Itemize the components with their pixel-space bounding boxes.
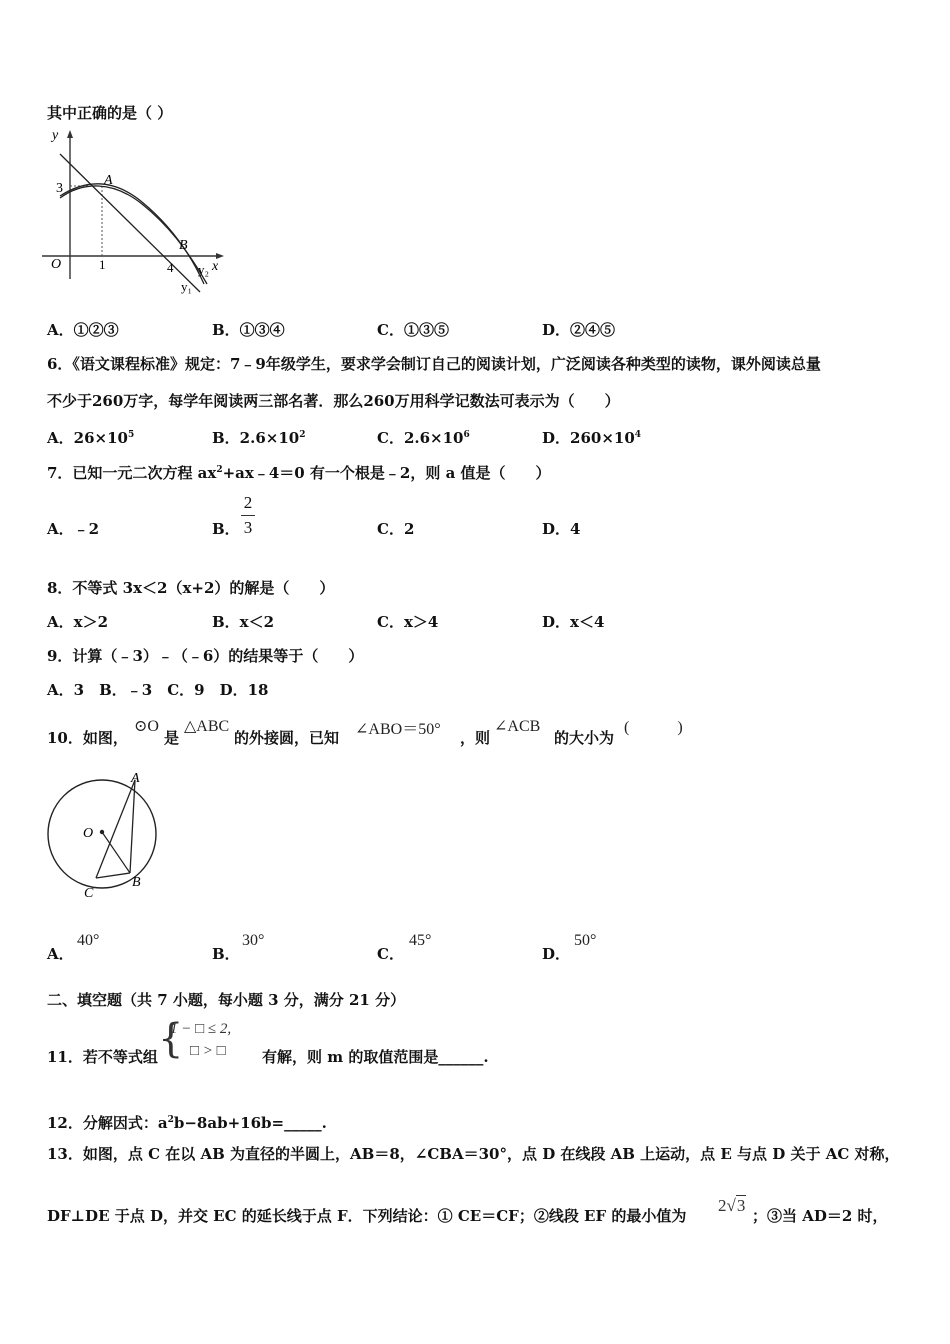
q10-point-o: O bbox=[83, 826, 94, 841]
q5-point-b: B bbox=[179, 238, 188, 253]
q6-stem-line1: 6．《语文课程标准》规定：7﹣9年级学生，要求学会制订自己的阅读计划，广泛阅读各种类型的读物，课外阅读总量 bbox=[47, 355, 821, 373]
q10-option-d[interactable]: D． bbox=[542, 945, 571, 963]
q8-stem: 8．不等式 3x＜2（x+2）的解是（ ） bbox=[47, 579, 335, 597]
q10-point-b: B bbox=[132, 875, 141, 890]
q6-option-a[interactable]: A．$26\times 10^5$ bbox=[47, 429, 135, 447]
q10-stem-part1: 10．如图， bbox=[47, 729, 128, 747]
q5-point-a: A bbox=[104, 173, 113, 188]
q10-stem-part5: 的大小为 bbox=[554, 729, 615, 747]
q13-stem-line1: 13．如图，点 C 在以 AB 为直径的半圆上，AB＝8，∠CBA＝30°，点 D 在线段 AB 上运动，点 E 与点 D 关于 AC 对称， bbox=[47, 1145, 900, 1163]
q10-stem-part3: 的外接圆，已知 bbox=[234, 729, 340, 747]
q10-stem-part2: 是 bbox=[164, 729, 180, 747]
q10-formula-angle-acb: ∠ACB bbox=[494, 718, 541, 735]
q7-option-b-fraction: 2 3 bbox=[241, 493, 255, 538]
q5-tick-3: 3 bbox=[56, 181, 63, 196]
q13-stem-line2b: ；③当 AD＝2 时， bbox=[752, 1207, 888, 1225]
q5-tick-4: 4 bbox=[167, 260, 174, 275]
q13-stem-line2a: DF⊥DE 于点 D，并交 EC 的延长线于点 F．下列结论：① CE＝CF；②线段 EF 的最小值为 bbox=[47, 1207, 687, 1225]
q6-option-c[interactable]: C．$2.6\times 10^6$ bbox=[377, 429, 470, 447]
q11-stem-part1: 11．若不等式组 bbox=[47, 1048, 158, 1066]
q5-tick-1: 1 bbox=[99, 257, 106, 272]
q5-graph bbox=[42, 124, 227, 296]
q6-option-d[interactable]: D．$260\times 10^4$ bbox=[542, 429, 642, 447]
q10-answer-paren: ( ) bbox=[624, 719, 683, 736]
q5-stem: 其中正确的是（ ） bbox=[47, 104, 173, 122]
q12-stem: 12．分解因式：$a^2b-8ab+16b=\_\_\_\_\_$. bbox=[47, 1114, 327, 1132]
q7-option-d[interactable]: D．4 bbox=[542, 520, 581, 538]
q8-option-a[interactable]: A．x＞2 bbox=[47, 613, 109, 631]
q5-option-a[interactable]: A．①②③ bbox=[47, 321, 119, 339]
q5-label-y2: y₂ bbox=[198, 262, 210, 277]
q11-inequality-system: { 1 − □ ≤ 2, □ > □ bbox=[158, 1016, 232, 1062]
q5-origin-label: O bbox=[51, 257, 62, 272]
q6-stem-line2: 不少于260万字，每学年阅读两三部名著．那么260万用科学记数法可表示为（ ） bbox=[47, 392, 620, 410]
q10-option-d-value: 50° bbox=[574, 932, 597, 949]
q10-point-c: C bbox=[84, 886, 94, 901]
q5-y-axis-label: y bbox=[52, 128, 59, 143]
q10-option-c[interactable]: C． bbox=[377, 945, 404, 963]
q10-option-c-value: 45° bbox=[409, 932, 432, 949]
q11-stem-part2: 有解，则 m 的取值范围是______. bbox=[262, 1048, 489, 1066]
q13-sqrt-expression: 2√3 bbox=[718, 1196, 746, 1215]
q5-label-y1: y₁ bbox=[181, 279, 193, 294]
q10-option-b[interactable]: B． bbox=[212, 945, 240, 963]
q9-options[interactable]: A．3 B．﹣3 C．9 D．18 bbox=[47, 681, 269, 699]
q9-stem: 9．计算（﹣3）﹣（﹣6）的结果等于（ ） bbox=[47, 647, 364, 665]
q10-formula-triangle: △ABC bbox=[184, 718, 230, 735]
q7-stem: 7．已知一元二次方程 $ax^2+ax﹣4=0$ 有一个根是﹣2，则 a 值是（ ） bbox=[47, 464, 551, 482]
q8-option-d[interactable]: D．x＜4 bbox=[542, 613, 605, 631]
section2-title: 二、填空题（共 7 小题，每小题 3 分，满分 21 分） bbox=[47, 991, 406, 1009]
q10-formula-circle: ⊙O bbox=[134, 718, 159, 735]
q8-option-c[interactable]: C．x＞4 bbox=[377, 613, 439, 631]
q10-stem-part4: ，则 bbox=[460, 729, 491, 747]
q7-option-c[interactable]: C．2 bbox=[377, 520, 415, 538]
q7-option-b[interactable]: B． bbox=[212, 520, 240, 538]
q10-option-a[interactable]: A． bbox=[47, 945, 74, 963]
q6-option-b[interactable]: B．$2.6\times 10^2$ bbox=[212, 429, 306, 447]
q10-circle-figure bbox=[40, 766, 165, 904]
q5-option-b[interactable]: B．①③④ bbox=[212, 321, 285, 339]
q10-option-b-value: 30° bbox=[242, 932, 265, 949]
q5-x-axis-label: x bbox=[212, 259, 219, 274]
q10-point-a: A bbox=[131, 771, 140, 786]
q10-option-a-value: 40° bbox=[77, 932, 100, 949]
q5-option-c[interactable]: C．①③⑤ bbox=[377, 321, 449, 339]
q7-option-a[interactable]: A．﹣2 bbox=[47, 520, 100, 538]
q5-option-d[interactable]: D．②④⑤ bbox=[542, 321, 616, 339]
q8-option-b[interactable]: B．x＜2 bbox=[212, 613, 275, 631]
q10-formula-angle-abo: ∠ABO＝50° bbox=[355, 721, 441, 738]
